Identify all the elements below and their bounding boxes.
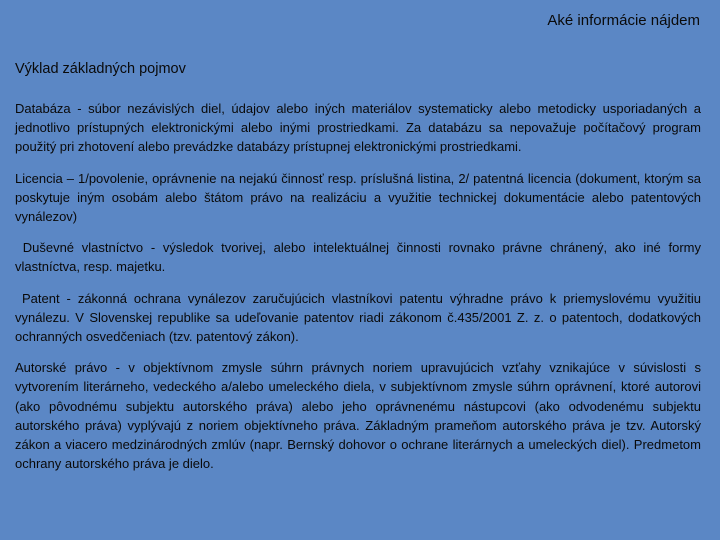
definition-text: - v objektívnom zmysle súhrn právnych noriem upravujúcich vzťahy vznikajúce v súvislosti s vytvorením literárneho, vedeckého a/alebo umeleckého diela, v subjektívnom zmysle súhrn oprávnení, ktoré autorovi (ako pôvodnému subjektu autorského práva) alebo jeho oprávnenému nástupcovi (ako odvodenému subjektu autorského práva) vyplývajú z noriem objektívneho práva. Základným prameňom autorského práva je tzv. Autorský zákon a viacero medzinárodných zmlúv (napr. Bernský dohovor o ochrane literárnych a umeleckých diel). Predmetom ochrany autorského práva je dielo. — [15, 360, 701, 472]
definition-text: – 1/povolenie, oprávnenie na nejakú činnosť resp. príslušná listina, 2/ patentná licencia (dokument, ktorým sa poskytuje iným osobám alebo štátom právo na realizáciu a využitie technickej dokumentácie alebo patentových vynálezov) — [15, 170, 701, 225]
definition-term: Patent — [21, 290, 60, 306]
slide-title: Aké informácie nájdem — [547, 12, 700, 29]
definition-text: - zákonná ochrana vynálezov zaručujúcich vlastníkovi patentu výhradne právo k priemyslovému využitiu vynálezu. V Slovenskej republike sa udeľovanie patentov riadi zákonom č.435/2001 Z. z. o patentoch, dodatkových ochranných osvedčeniach (tzv. patentový zákon). — [15, 290, 701, 345]
definition-patent — [15, 289, 701, 347]
definition-text: - súbor nezávislých diel, údajov alebo iných materiálov systematicky alebo metodicky usporiadaných a jednotlivo prístupných elektronickými alebo inými prostriedkami. Za databázu sa nepovažuje počítačový program použitý pri zhotovení alebo prevádzke databázy prístupnej elektronickými prostriedkami. — [15, 101, 701, 155]
section-heading: Výklad základných pojmov — [15, 61, 186, 77]
definition-text: - výsledok tvorivej, alebo intelektuálnej činnosti rovnako právne chránený, ako iné formy vlastníctva, resp. majetku. — [15, 240, 701, 275]
definition-autorske-pravo — [15, 358, 701, 473]
definition-term: Licencia — [15, 170, 63, 186]
definition-term: Autorské právo — [15, 360, 108, 376]
definition-term: Databáza — [15, 101, 71, 116]
definition-dusevne-vlastnictvo — [15, 238, 701, 276]
definition-licencia — [15, 169, 701, 227]
definition-databaza — [15, 99, 701, 157]
definition-term: Duševné vlastníctvo — [22, 240, 144, 256]
definitions-list — [15, 99, 701, 485]
